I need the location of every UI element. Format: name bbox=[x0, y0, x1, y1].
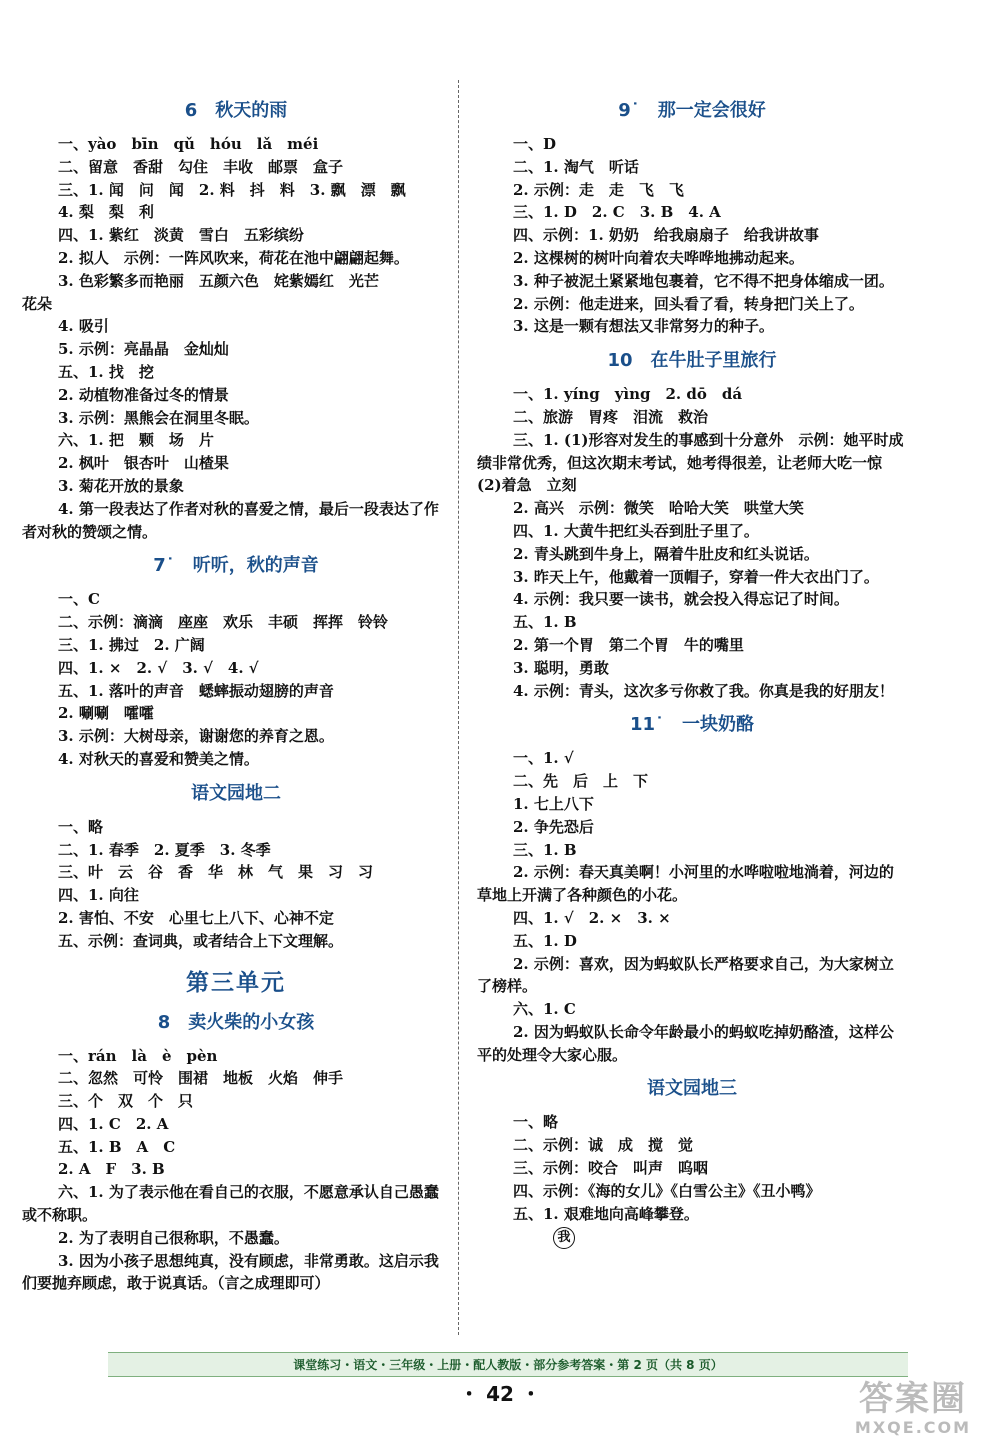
answer-line: 2. 拟人 示例：一阵风吹来，荷花在池中翩翩起舞。 bbox=[58, 248, 409, 267]
answer-line: 2. 争先恐后 bbox=[513, 817, 594, 836]
section-title: 6 秋天的雨 bbox=[184, 100, 288, 121]
answer-line: 2. 因为蚂蚁队长命令年龄最小的蚂蚁吃掉奶酪渣，这样公平的处理令大家心服。 bbox=[477, 1022, 894, 1064]
answer-line: 四、1. √ 2. × 3. × bbox=[513, 908, 671, 927]
answer-line: 2. 示例：喜欢，因为蚂蚁队长严格要求自己，为大家树立了榜样。 bbox=[477, 954, 894, 996]
section-title: 语文园地二 bbox=[191, 782, 281, 804]
answer-line: 二、1. 淘气 听话 bbox=[513, 157, 639, 176]
answer-line: 2. 第一个胃 第二个胃 牛的嘴里 bbox=[513, 635, 744, 654]
answer-line: 4. 吸引 bbox=[58, 317, 109, 336]
answer-line: 2. 高兴 示例：微笑 哈哈大笑 哄堂大笑 bbox=[513, 499, 804, 518]
answer-line: 一、rán là è pèn bbox=[58, 1046, 218, 1065]
answer-line: 2. 动植物准备过冬的情景 bbox=[58, 385, 229, 404]
answer-line: 二、1. 春季 2. 夏季 3. 冬季 bbox=[58, 840, 271, 859]
answer-line: 一、1. √ bbox=[513, 749, 574, 768]
answer-line: 4. 对秋天的喜爱和赞美之情。 bbox=[58, 749, 259, 768]
section-title: 10 在牛肚子里旅行 bbox=[607, 350, 777, 372]
answer-line: 3. 种子被泥土紧紧地包裹着，它不得不把身体缩成一团。 bbox=[513, 271, 894, 290]
answer-line: 五、示例：查词典，或者结合上下文理解。 bbox=[58, 931, 344, 950]
answer-line: 4. 第一段表达了作者对秋的喜爱之情，最后一段表达了作者对秋的赞颂之情。 bbox=[22, 499, 439, 541]
section-title: 语文园地三 bbox=[647, 1078, 737, 1100]
answer-line: 4. 梨 梨 利 bbox=[58, 203, 154, 222]
answer-line: 2. A F 3. B bbox=[58, 1160, 165, 1179]
answer-line: 六、1. 为了表示他在看自己的衣服，不愿意承认自己愚蠢或不称职。 bbox=[22, 1183, 439, 1225]
answer-line: 花朵 bbox=[22, 294, 53, 313]
answer-line: 三、叶 云 谷 香 华 林 气 果 习 习 bbox=[58, 863, 374, 882]
answer-line: 四、1. 向往 bbox=[58, 886, 139, 905]
answer-line: 3. 色彩繁多而艳丽 五颜六色 姹紫嫣红 光芒 bbox=[58, 271, 379, 290]
unit-heading: 第三单元 bbox=[186, 969, 286, 996]
answer-line: 1. 七上八下 bbox=[513, 794, 594, 813]
answer-line: 4. 示例：我只要一读书，就会投入得忘记了时间。 bbox=[513, 590, 849, 609]
answer-line: 2. 示例：春天真美啊！小河里的水哗啦啦地淌着，河边的草地上开满了各种颜色的小花。 bbox=[477, 863, 894, 905]
page-footer: 课堂练习・语文・三年级・上册・配人教版・部分参考答案・第 2 页（共 8 页） bbox=[108, 1352, 908, 1377]
left-column bbox=[22, 88, 450, 1295]
answer-line: 三、示例：咬合 叫声 呜咽 bbox=[513, 1159, 709, 1178]
answer-line: 三、1. 拂过 2. 广阔 bbox=[58, 635, 205, 654]
answer-line: 3. 因为小孩子思想纯真，没有顾虑，非常勇敢。这启示我们要抛弃顾虑，敢于说真话。（言之成理即可） bbox=[22, 1251, 439, 1293]
answer-line: 三、1. B bbox=[513, 840, 577, 859]
answer-line: 六、1. C bbox=[513, 1000, 576, 1019]
answer-line: 一、1. yíng yìng 2. dō dá bbox=[513, 385, 743, 404]
answer-line: 三、1. (1)形容对发生的事感到十分意外 示例：她平时成绩非常优秀，但这次期末考试，她考得很差，让老师大吃一惊 (2)着急 立刻 bbox=[477, 430, 904, 495]
answer-line: 五、1. D bbox=[513, 931, 577, 950]
answer-line: 2. 为了表明自己很称职，不愚蠢。 bbox=[58, 1228, 289, 1247]
answer-line: 3. 昨天上午，他戴着一顶帽子，穿着一件大衣出门了。 bbox=[513, 567, 879, 586]
page-number: ・ 42 ・ bbox=[459, 1382, 541, 1406]
answer-line: 2. 这棵树的树叶向着农夫哗哗地拂动起来。 bbox=[513, 248, 804, 267]
answer-line: 三、1. D 2. C 3. B 4. A bbox=[513, 203, 721, 222]
answer-line: 五、1. 艰难地向高峰攀登。 bbox=[513, 1204, 699, 1223]
section-title: 9˙ 那一定会很好 bbox=[618, 100, 766, 121]
answer-line: 2. 示例：他走进来，回头看了看，转身把门关上了。 bbox=[513, 294, 864, 313]
answer-line: 3. 这是一颗有想法又非常努力的种子。 bbox=[513, 317, 774, 336]
answer-line: 六、1. 把 颗 场 片 bbox=[58, 431, 214, 450]
answer-line: 五、1. B bbox=[513, 613, 577, 632]
answer-line: 3. 示例：黑熊会在洞里冬眠。 bbox=[58, 408, 259, 427]
answer-line: 一、略 bbox=[513, 1113, 559, 1132]
watermark-url: MXQE.COM bbox=[854, 1418, 972, 1437]
section-title: 8 卖火柴的小女孩 bbox=[157, 1011, 315, 1033]
circled-char: 我 bbox=[553, 1227, 575, 1249]
answer-line: 2. 唰唰 嚯嚯 bbox=[58, 704, 154, 723]
answer-line: 四、1. C 2. A bbox=[58, 1114, 169, 1133]
column-divider bbox=[458, 80, 459, 1335]
section-title: 7˙ 听听，秋的声音 bbox=[153, 555, 319, 577]
answer-line: 2. 枫叶 银杏叶 山楂果 bbox=[58, 454, 229, 473]
answer-line: 三、个 双 个 只 bbox=[58, 1092, 194, 1111]
answer-line: 三、1. 闻 问 闻 2. 料 抖 料 3. 飘 漂 飘 bbox=[58, 180, 406, 199]
watermark-text: 答案圈 bbox=[859, 1379, 967, 1419]
answer-line: 四、示例：1. 奶奶 给我扇扇子 给我讲故事 bbox=[513, 226, 819, 245]
section-title: 11˙ 一块奶酪 bbox=[629, 714, 755, 736]
answer-line: 二、示例：滴滴 座座 欢乐 丰硕 挥挥 铃铃 bbox=[58, 613, 389, 632]
answer-line: 一、yào bīn qǔ hóu lǎ méi bbox=[58, 135, 319, 153]
answer-line: 3. 聪明，勇敢 bbox=[513, 658, 609, 677]
watermark-logo bbox=[838, 1380, 988, 1437]
answer-line: 五、1. 落叶的声音 蟋蟀振动翅膀的声音 bbox=[58, 681, 334, 700]
answer-line: 四、1. 紫红 淡黄 雪白 五彩缤纷 bbox=[58, 226, 304, 245]
right-column bbox=[477, 88, 907, 1249]
answer-line: 2. 示例：走 走 飞 飞 bbox=[513, 180, 684, 199]
answer-line: 二、旅游 胃疼 泪流 救治 bbox=[513, 407, 709, 426]
answer-line: 二、先 后 上 下 bbox=[513, 772, 649, 791]
circled-answer bbox=[477, 1225, 907, 1249]
answer-line: 3. 示例：大树母亲，谢谢您的养育之恩。 bbox=[58, 727, 334, 746]
answer-line: 2. 青头跳到牛身上，隔着牛肚皮和红头说话。 bbox=[513, 544, 819, 563]
answer-line: 二、忽然 可怜 围裙 地板 火焰 伸手 bbox=[58, 1069, 344, 1088]
answer-line: 五、1. 找 挖 bbox=[58, 362, 154, 381]
answer-line: 一、C bbox=[58, 590, 100, 609]
answer-line: 4. 示例：青头，这次多亏你救了我。你真是我的好朋友！ bbox=[513, 681, 894, 700]
answer-line: 四、1. 大黄牛把红头吞到肚子里了。 bbox=[513, 521, 759, 540]
answer-line: 3. 菊花开放的景象 bbox=[58, 476, 184, 495]
answer-line: 一、D bbox=[513, 135, 557, 153]
answer-line: 二、留意 香甜 勾住 丰收 邮票 盒子 bbox=[58, 157, 344, 176]
answer-line: 2. 害怕、不安 心里七上八下、心神不定 bbox=[58, 908, 334, 927]
answer-line: 5. 示例：亮晶晶 金灿灿 bbox=[58, 340, 229, 359]
answer-line: 五、1. B A C bbox=[58, 1137, 176, 1156]
answer-line: 一、略 bbox=[58, 817, 104, 836]
answer-line: 四、1. × 2. √ 3. √ 4. √ bbox=[58, 658, 259, 677]
answer-line: 二、示例：诚 成 搅 觉 bbox=[513, 1136, 694, 1155]
answer-line: 四、示例：《海的女儿》《白雪公主》《丑小鸭》 bbox=[513, 1181, 821, 1200]
